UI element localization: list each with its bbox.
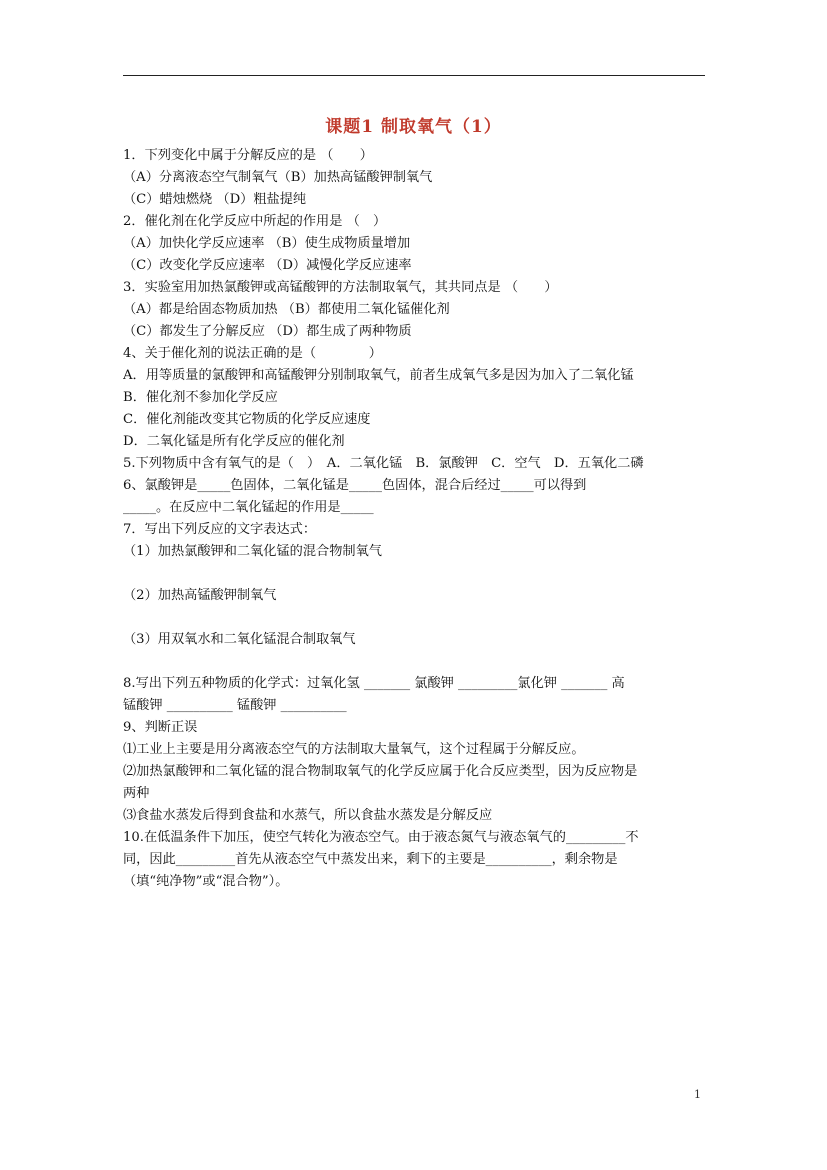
question-8-line-1: 8.写出下列五种物质的化学式：过氧化氢 _______ 氯酸钾 _________氯化钾 _______ 高 xyxy=(123,676,625,691)
question-9: 9、判断正误 xyxy=(123,720,198,735)
question-9-item-1: ⑴工业上主要是用分离液态空气的方法制取大量氧气，这个过程属于分解反应。 xyxy=(123,742,585,757)
question-3-options-cd: （C）都发生了分解反应 （D）都生成了两种物质 xyxy=(123,324,412,339)
question-4-option-a: A．用等质量的氯酸钾和高锰酸钾分别制取氧气，前者生成氧气多是因为加入了二氧化锰 xyxy=(123,368,634,383)
question-1-options-cd: （C）蜡烛燃烧 （D）粗盐提纯 xyxy=(123,192,307,207)
header-rule xyxy=(123,75,705,76)
question-1-options-ab: （A）分离液态空气制氧气（B）加热高锰酸钾制氧气 xyxy=(123,170,433,185)
page-title: 课题1 制取氧气（1） xyxy=(325,117,502,137)
question-10-line-1: 10.在低温条件下加压，使空气转化为液态空气。由于液态氮气与液态氧气的_________不 xyxy=(123,830,639,845)
question-4-option-b: B．催化剂不参加化学反应 xyxy=(123,390,278,405)
document-body xyxy=(123,145,705,893)
answer-space xyxy=(123,651,705,673)
question-7-part-3: （3）用双氧水和二氧化锰混合制取氧气 xyxy=(123,632,356,647)
question-7: 7．写出下列反应的文字表达式： xyxy=(123,522,317,537)
question-10-line-3: （填“纯净物”或“混合物”）。 xyxy=(123,874,289,889)
question-9-item-3: ⑶食盐水蒸发后得到食盐和水蒸气，所以食盐水蒸发是分解反应 xyxy=(123,808,493,823)
question-2: 2．催化剂在化学反应中所起的作用是 （ ） xyxy=(123,214,387,229)
question-6-line-2: _____。在反应中二氧化锰起的作用是_____ xyxy=(123,500,374,515)
question-6-line-1: 6、氯酸钾是_____色固体，二氧化锰是_____色固体，混合后经过_____可以得到 xyxy=(123,478,587,493)
question-10-line-2: 同，因此_________首先从液态空气中蒸发出来，剩下的主要是__________，剩余物是 xyxy=(123,852,618,867)
question-1: 1．下列变化中属于分解反应的是 （ ） xyxy=(123,148,373,163)
question-3: 3．实验室用加热氯酸钾或高锰酸钾的方法制取氧气，其共同点是 （ ） xyxy=(123,280,558,295)
question-4-option-c: C．催化剂能改变其它物质的化学反应速度 xyxy=(123,412,371,427)
question-9-item-2-line-1: ⑵加热氯酸钾和二氧化锰的混合物制取氧气的化学反应属于化合反应类型，因为反应物是 xyxy=(123,764,638,779)
question-9-item-2-line-2: 两种 xyxy=(123,786,150,801)
answer-space xyxy=(123,607,705,629)
question-3-options-ab: （A）都是给固态物质加热 （B）都使用二氧化锰催化剂 xyxy=(123,302,450,317)
question-4: 4、关于催化剂的说法正确的是（ ） xyxy=(123,346,382,361)
question-7-part-2: （2）加热高锰酸钾制氧气 xyxy=(123,588,277,603)
page-number: 1 xyxy=(694,1088,701,1101)
answer-space xyxy=(123,563,705,585)
question-7-part-1: （1）加热氯酸钾和二氧化锰的混合物制氧气 xyxy=(123,544,382,559)
question-4-option-d: D．二氧化锰是所有化学反应的催化剂 xyxy=(123,434,345,449)
question-8-line-2: 锰酸钾 __________ 锰酸钾 __________ xyxy=(123,698,347,713)
question-2-options-ab: （A）加快化学反应速率 （B）使生成物质量增加 xyxy=(123,236,411,251)
question-2-options-cd: （C）改变化学反应速率 （D）减慢化学反应速率 xyxy=(123,258,412,273)
question-5: 5.下列物质中含有氧气的是（ ） A．二氧化锰 B．氯酸钾 C．空气 D．五氧化二磷 xyxy=(123,456,644,471)
